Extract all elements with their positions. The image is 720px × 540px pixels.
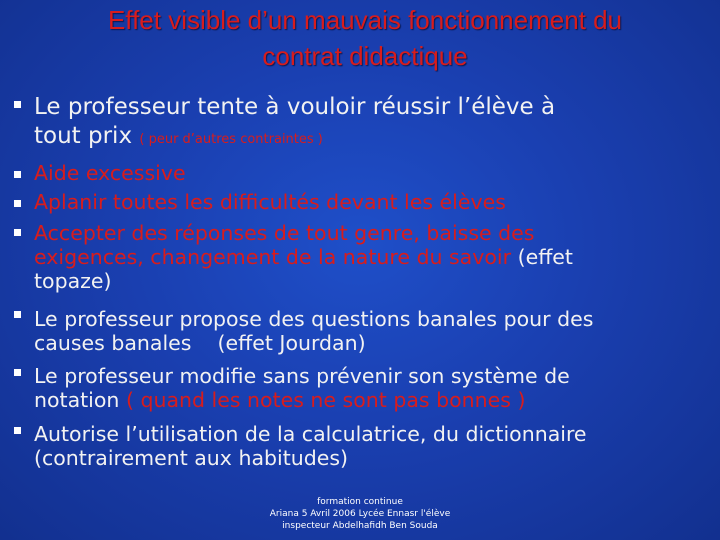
item-line: Le professeur propose des questions banales pour des <box>34 307 594 331</box>
item-text: tout prix <box>34 123 133 149</box>
item-line: topaze) <box>34 269 112 293</box>
item-text: ( quand les notes ne sont pas bonnes ) <box>125 388 526 412</box>
square-bullet-icon <box>14 311 21 318</box>
footer-line: formation continue <box>317 497 403 507</box>
item-text: Aide excessive <box>34 161 186 185</box>
item-text: (effet <box>517 245 573 269</box>
item-line: Le professeur tente à vouloir réussir l’élève à <box>34 94 556 120</box>
title-line-2: contrat didactique <box>262 41 468 71</box>
item-text: exigences, changement de la nature du savoir <box>34 245 512 269</box>
list-item <box>34 422 704 470</box>
item-line: causes banales (effet Jourdan) <box>34 331 366 355</box>
item-line: (contrairement aux habitudes) <box>34 446 349 470</box>
item-line <box>34 122 704 154</box>
list-item <box>34 364 704 412</box>
list-item <box>34 161 704 185</box>
square-bullet-icon <box>14 427 21 434</box>
square-bullet-icon <box>14 229 21 236</box>
item-note: ( peur d’autres contraintes ) <box>139 132 323 147</box>
item-text: Aplanir toutes les difficultés devant les élèves <box>34 190 506 214</box>
item-line: Le professeur modifie sans prévenir son système de <box>34 364 570 388</box>
item-line: Autorise l’utilisation de la calculatrice, du dictionnaire <box>34 422 587 446</box>
square-bullet-icon <box>14 369 21 376</box>
slide-footer <box>200 496 520 532</box>
square-bullet-icon <box>14 200 21 207</box>
title-line-1: Effet visible d’un mauvais fonctionnement du <box>107 5 623 35</box>
list-item <box>34 221 704 293</box>
list-item <box>34 190 704 214</box>
square-bullet-icon <box>14 171 21 178</box>
item-line <box>34 245 704 269</box>
footer-line: Ariana 5 Avril 2006 Lycée Ennasr l'élève <box>269 509 451 519</box>
item-text: notation <box>34 388 120 412</box>
item-line <box>34 388 704 412</box>
footer-line: inspecteur Abdelhafidh Ben Souda <box>282 521 438 531</box>
list-item <box>34 93 704 154</box>
list-item <box>34 307 704 355</box>
slide-title <box>40 2 690 74</box>
square-bullet-icon <box>14 101 21 108</box>
item-line: Accepter des réponses de tout genre, baisse des <box>34 221 535 245</box>
